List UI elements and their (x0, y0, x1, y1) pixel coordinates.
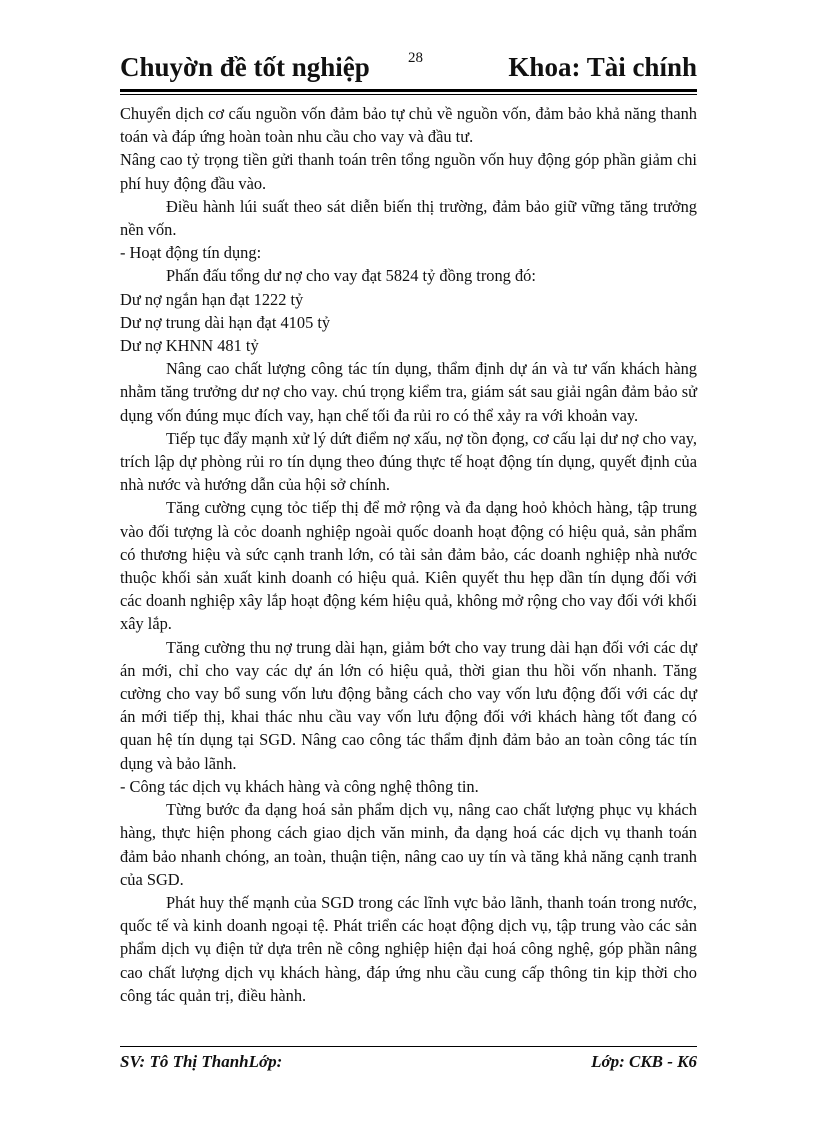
list-item: Dư nợ KHNN 481 tỷ (120, 336, 259, 356)
page-header (120, 48, 697, 92)
page-footer (120, 1052, 697, 1076)
section-heading-credit: - Hoạt động tín dụng: (120, 243, 262, 263)
body-text (120, 102, 697, 1007)
paragraph: Điều hành lúi suất theo sát diễn biến thị trường, đảm bảo giữ vững tăng trưởng nền vốn. (120, 196, 697, 240)
document-title: Chuyờn đề tốt nghiệp (120, 52, 370, 82)
list-item: Dư nợ trung dài hạn đạt 4105 tỷ (120, 312, 331, 332)
paragraph: Từng bước đa dạng hoá sản phẩm dịch vụ, nâng cao chất lượng phục vụ khách hàng, thực hiện phong cách giao dịch văn minh, đa dạng hoá các dịch vụ thanh toán đảm bảo nhanh chóng, an toàn, thuận tiện, nâng cao uy tín và tăng khả năng cạnh tranh của SGD. (120, 800, 697, 889)
header-rule-thin (120, 94, 697, 95)
paragraph: Tăng cường cụng tỏc tiếp thị để mở rộng và đa dạng hoỏ khỏch hàng, tập trung vào đối tượng là cỏc doanh nghiệp ngoài quốc doanh hoạt động có hiệu quả, sản phẩm có thương hiệu và sức cạnh tranh lớn, có tài sản đảm bảo, các doanh nghiệp nhà nước thuộc khối sản xuất kinh doanh có hiệu quả. Kiên quyết thu hẹp dần tín dụng đối với các doanh nghiệp xây lắp hoạt động kém hiệu quả, không mở rộng cho vay đối với khối xây lắp. (120, 498, 697, 634)
footer-rule (120, 1046, 697, 1047)
student-name: SV: Tô Thị ThanhLớp: (120, 1052, 283, 1071)
paragraph: Tăng cường thu nợ trung dài hạn, giảm bớt cho vay trung dài hạn đối với các dự án mới, chỉ cho vay các dự án lớn có hiệu quả, thời gian thu hồi vốn nhanh. Tăng cường cho vay bổ sung vốn lưu động bằng cách cho vay vốn lưu động đối với các dự án mới tiếp thị, khai thác nhu cầu vay vốn lưu động đối với khách hàng tốt đang có quan hệ tín dụng tại SGD. Nâng cao công tác thẩm định đảm bảo an toàn công tác tín dụng và bảo lãnh. (120, 637, 697, 773)
department-label: Khoa: Tài chính (508, 52, 697, 82)
page-number: 28 (408, 50, 423, 66)
list-item: Dư nợ ngắn hạn đạt 1222 tỷ (120, 289, 304, 309)
paragraph: Phát huy thế mạnh của SGD trong các lĩnh vực bảo lãnh, thanh toán trong nước, quốc tế và kinh doanh ngoại tệ. Phát triển các hoạt động dịch vụ, tập trung vào các sản phẩm dịch vụ điện tử dựa trên nề công nghiệp hiện đại hoá công nghệ, góp phần nâng cao chất lượng dịch vụ khách hàng, đáp ứng nhu cầu cung cấp thông tin kịp thời cho công tác quản trị, điều hành. (120, 892, 697, 1005)
paragraph: Nâng cao chất lượng công tác tín dụng, thẩm định dự án và tư vấn khách hàng nhằm tăng trưởng dư nợ cho vay. chú trọng kiểm tra, giám sát sau giải ngân đảm bảo sử dụng vốn đúng mục đích vay, hạn chế tối đa rủi ro có thể xảy ra với khoản vay. (120, 359, 697, 425)
paragraph: Chuyển dịch cơ cấu nguồn vốn đảm bảo tự chủ về nguồn vốn, đảm bảo khả năng thanh toán và đáp ứng hoàn toàn nhu cầu cho vay và đầu tư. (120, 104, 697, 147)
section-heading-services: - Công tác dịch vụ khách hàng và công nghệ thông tin. (120, 776, 479, 796)
paragraph: Tiếp tục đẩy mạnh xử lý dứt điểm nợ xấu, nợ tồn đọng, cơ cấu lại dư nợ cho vay, trích lập dự phòng rủi ro tín dụng theo đúng thực tế hoạt động tín dụng, quyết định của nhà nước và hướng dẫn của hội sở chính. (120, 428, 697, 495)
paragraph: Phấn đấu tổng dư nợ cho vay đạt 5824 tỷ đồng trong đó: (166, 266, 536, 286)
header-rule-thick (120, 89, 697, 92)
class-label: Lớp: CKB - K6 (591, 1052, 697, 1071)
paragraph: Nâng cao tỷ trọng tiền gửi thanh toán trên tổng nguồn vốn huy động góp phần giảm chi phí huy động đầu vào. (120, 150, 697, 193)
